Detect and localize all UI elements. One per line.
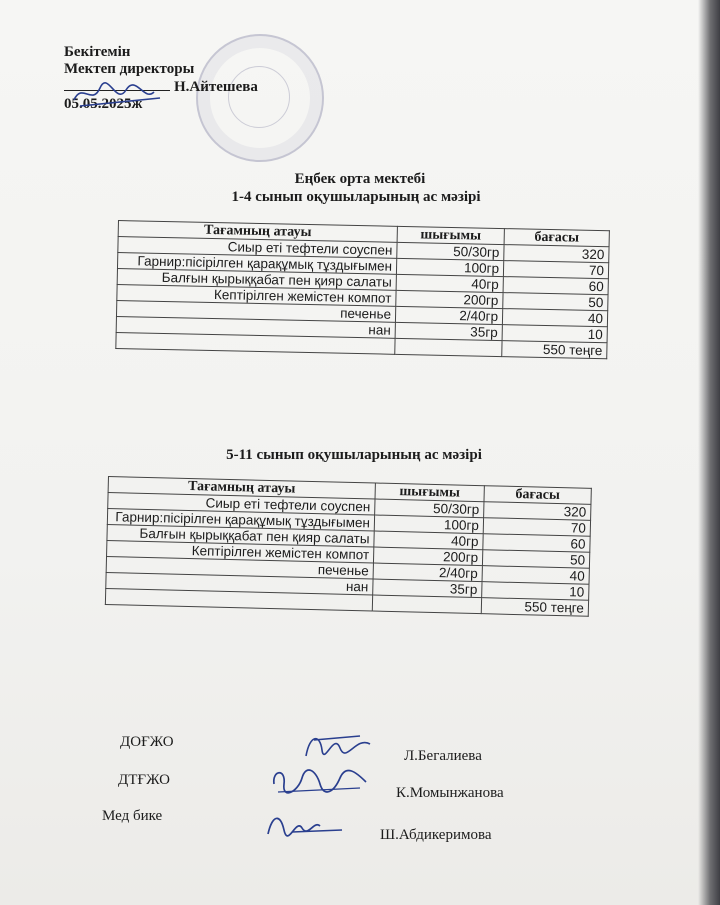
dish-portion: 35гр [395, 322, 502, 340]
dish-portion: 50/30гр [375, 499, 484, 518]
empty-cell [395, 338, 502, 356]
menu-2-title: 5-11 сынып оқушыларының ас мәзірі [226, 447, 482, 463]
dish-portion: 40гр [374, 531, 483, 550]
dish-name: Сиыр еті тефтели соуспен [118, 237, 397, 259]
dish-portion: 200гр [396, 290, 503, 308]
dish-price: 320 [484, 502, 591, 521]
dish-name: нан [116, 316, 395, 338]
dish-price: 320 [504, 245, 609, 263]
signature-3 [262, 806, 346, 842]
menu-table-5-11 [105, 476, 592, 617]
dish-name: Балғын қырыққабат пен қияр салаты [107, 524, 374, 547]
header-price: бағасы [504, 229, 609, 247]
dish-name: печенье [116, 300, 395, 322]
signatory-role-3: Мед бике [102, 808, 163, 824]
dish-price: 60 [483, 534, 590, 553]
menu-total: 550 теңге [502, 341, 607, 359]
dish-price: 70 [483, 518, 590, 537]
approval-heading: Бекітемін [64, 44, 131, 60]
empty-cell [372, 595, 481, 614]
dish-name: Кептірілген жемістен компот [117, 284, 396, 306]
dish-name: Гарнир:пісірілген қарақұмық тұздығымен [107, 509, 374, 532]
dish-price: 50 [503, 293, 608, 311]
signatory-name-2: К.Момынжанова [396, 785, 504, 801]
director-name: Н.Айтешева [174, 79, 258, 95]
signatory-role-2: ДТҒЖО [118, 772, 170, 788]
signatory-role-1: ДОҒЖО [120, 734, 174, 750]
dish-price: 60 [503, 277, 608, 295]
header-portion: шығымы [375, 483, 484, 502]
dish-name: Сиыр еті тефтели соуспен [108, 493, 375, 516]
dish-portion: 40гр [396, 274, 503, 292]
dish-name: Кептірілген жемістен компот [107, 540, 374, 563]
header-dish-name: Тағамның атауы [108, 477, 375, 500]
signature-1 [300, 726, 380, 766]
school-title: Еңбек орта мектебі [294, 171, 426, 187]
header-price: бағасы [484, 486, 591, 505]
dish-price: 70 [503, 261, 608, 279]
dish-name: Гарнир:пісірілген қарақұмық тұздығымен [117, 253, 396, 275]
director-signature [70, 76, 170, 112]
dish-portion: 35гр [373, 579, 482, 598]
dish-price: 10 [482, 582, 589, 601]
dish-price: 40 [482, 566, 589, 585]
signatory-name-3: Ш.Абдикеримова [380, 827, 492, 843]
menu-1-title: 1-4 сынып оқушыларының ас мәзірі [231, 189, 481, 205]
header-portion: шығымы [397, 226, 504, 244]
dish-price: 40 [502, 309, 607, 327]
dish-name: печенье [106, 556, 373, 579]
dish-portion: 100гр [374, 515, 483, 534]
dish-portion: 100гр [396, 258, 503, 276]
dish-price: 50 [482, 550, 589, 569]
signature-2 [268, 762, 372, 798]
dish-portion: 200гр [373, 547, 482, 566]
dish-portion: 2/40гр [373, 563, 482, 582]
menu-total: 550 теңге [481, 598, 588, 617]
dish-portion: 50/30гр [397, 242, 504, 260]
dish-portion: 2/40гр [395, 306, 502, 324]
approval-date: 05.05.2025ж [64, 96, 143, 112]
dish-name: Балғын қырыққабат пен қияр салаты [117, 268, 396, 290]
dish-price: 10 [502, 325, 607, 343]
menu-table-1-4 [115, 220, 610, 359]
signatory-name-1: Л.Бегалиева [404, 748, 482, 764]
dish-name: нан [106, 572, 373, 595]
header-dish-name: Тағамның атауы [118, 221, 397, 243]
approval-position: Мектеп директоры [64, 61, 195, 77]
